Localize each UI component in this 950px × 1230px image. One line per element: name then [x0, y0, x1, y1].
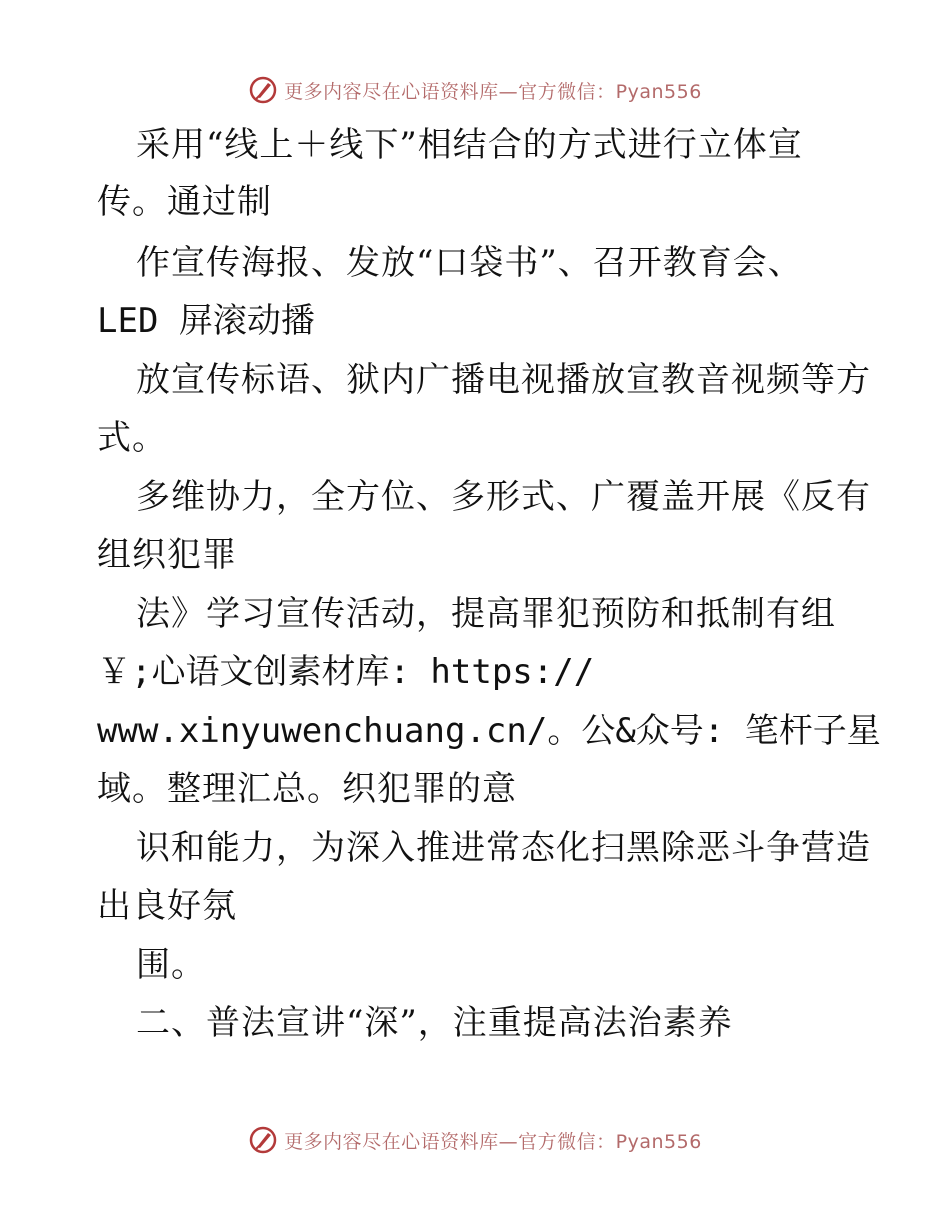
text-line: ￥;心语文创素材库: https://	[97, 652, 595, 692]
quill-pen-circle-icon	[248, 75, 278, 105]
text-line: www.xinyuwenchuang.cn/。公&众号: 笔杆子星	[97, 711, 881, 751]
header-banner-text: 更多内容尽在心语资料库—官方微信：Pyan556	[284, 80, 702, 103]
text-line: 组织犯罪	[97, 535, 237, 575]
footer-banner-text: 更多内容尽在心语资料库—官方微信：Pyan556	[284, 1130, 702, 1153]
text-line: 作宣传海报、发放“口袋书”、召开教育会、	[136, 243, 803, 283]
text-line: 多维协力，全方位、多形式、广覆盖开展《反有	[136, 477, 871, 517]
text-line: 出良好氛	[97, 886, 237, 926]
text-line: 传。通过制	[97, 182, 272, 222]
text-line: 识和能力，为深入推进常态化扫黑除恶斗争营造	[136, 828, 871, 868]
text-line: 域。整理汇总。织犯罪的意	[97, 769, 517, 809]
section-heading: 二、普法宣讲“深”，注重提高法治素养	[136, 1003, 733, 1043]
text-line: 采用“线上＋线下”相结合的方式进行立体宣	[136, 125, 803, 165]
footer-banner	[0, 1120, 950, 1160]
quill-pen-circle-icon	[248, 1125, 278, 1155]
text-line: 围。	[136, 945, 206, 985]
text-line: 放宣传标语、狱内广播电视播放宣教音视频等方	[136, 360, 871, 400]
text-line: LED 屏滚动播	[97, 301, 315, 341]
text-line: 法》学习宣传活动，提高罪犯预防和抵制有组	[136, 594, 836, 634]
header-banner	[0, 70, 950, 110]
text-line: 式。	[97, 418, 167, 458]
